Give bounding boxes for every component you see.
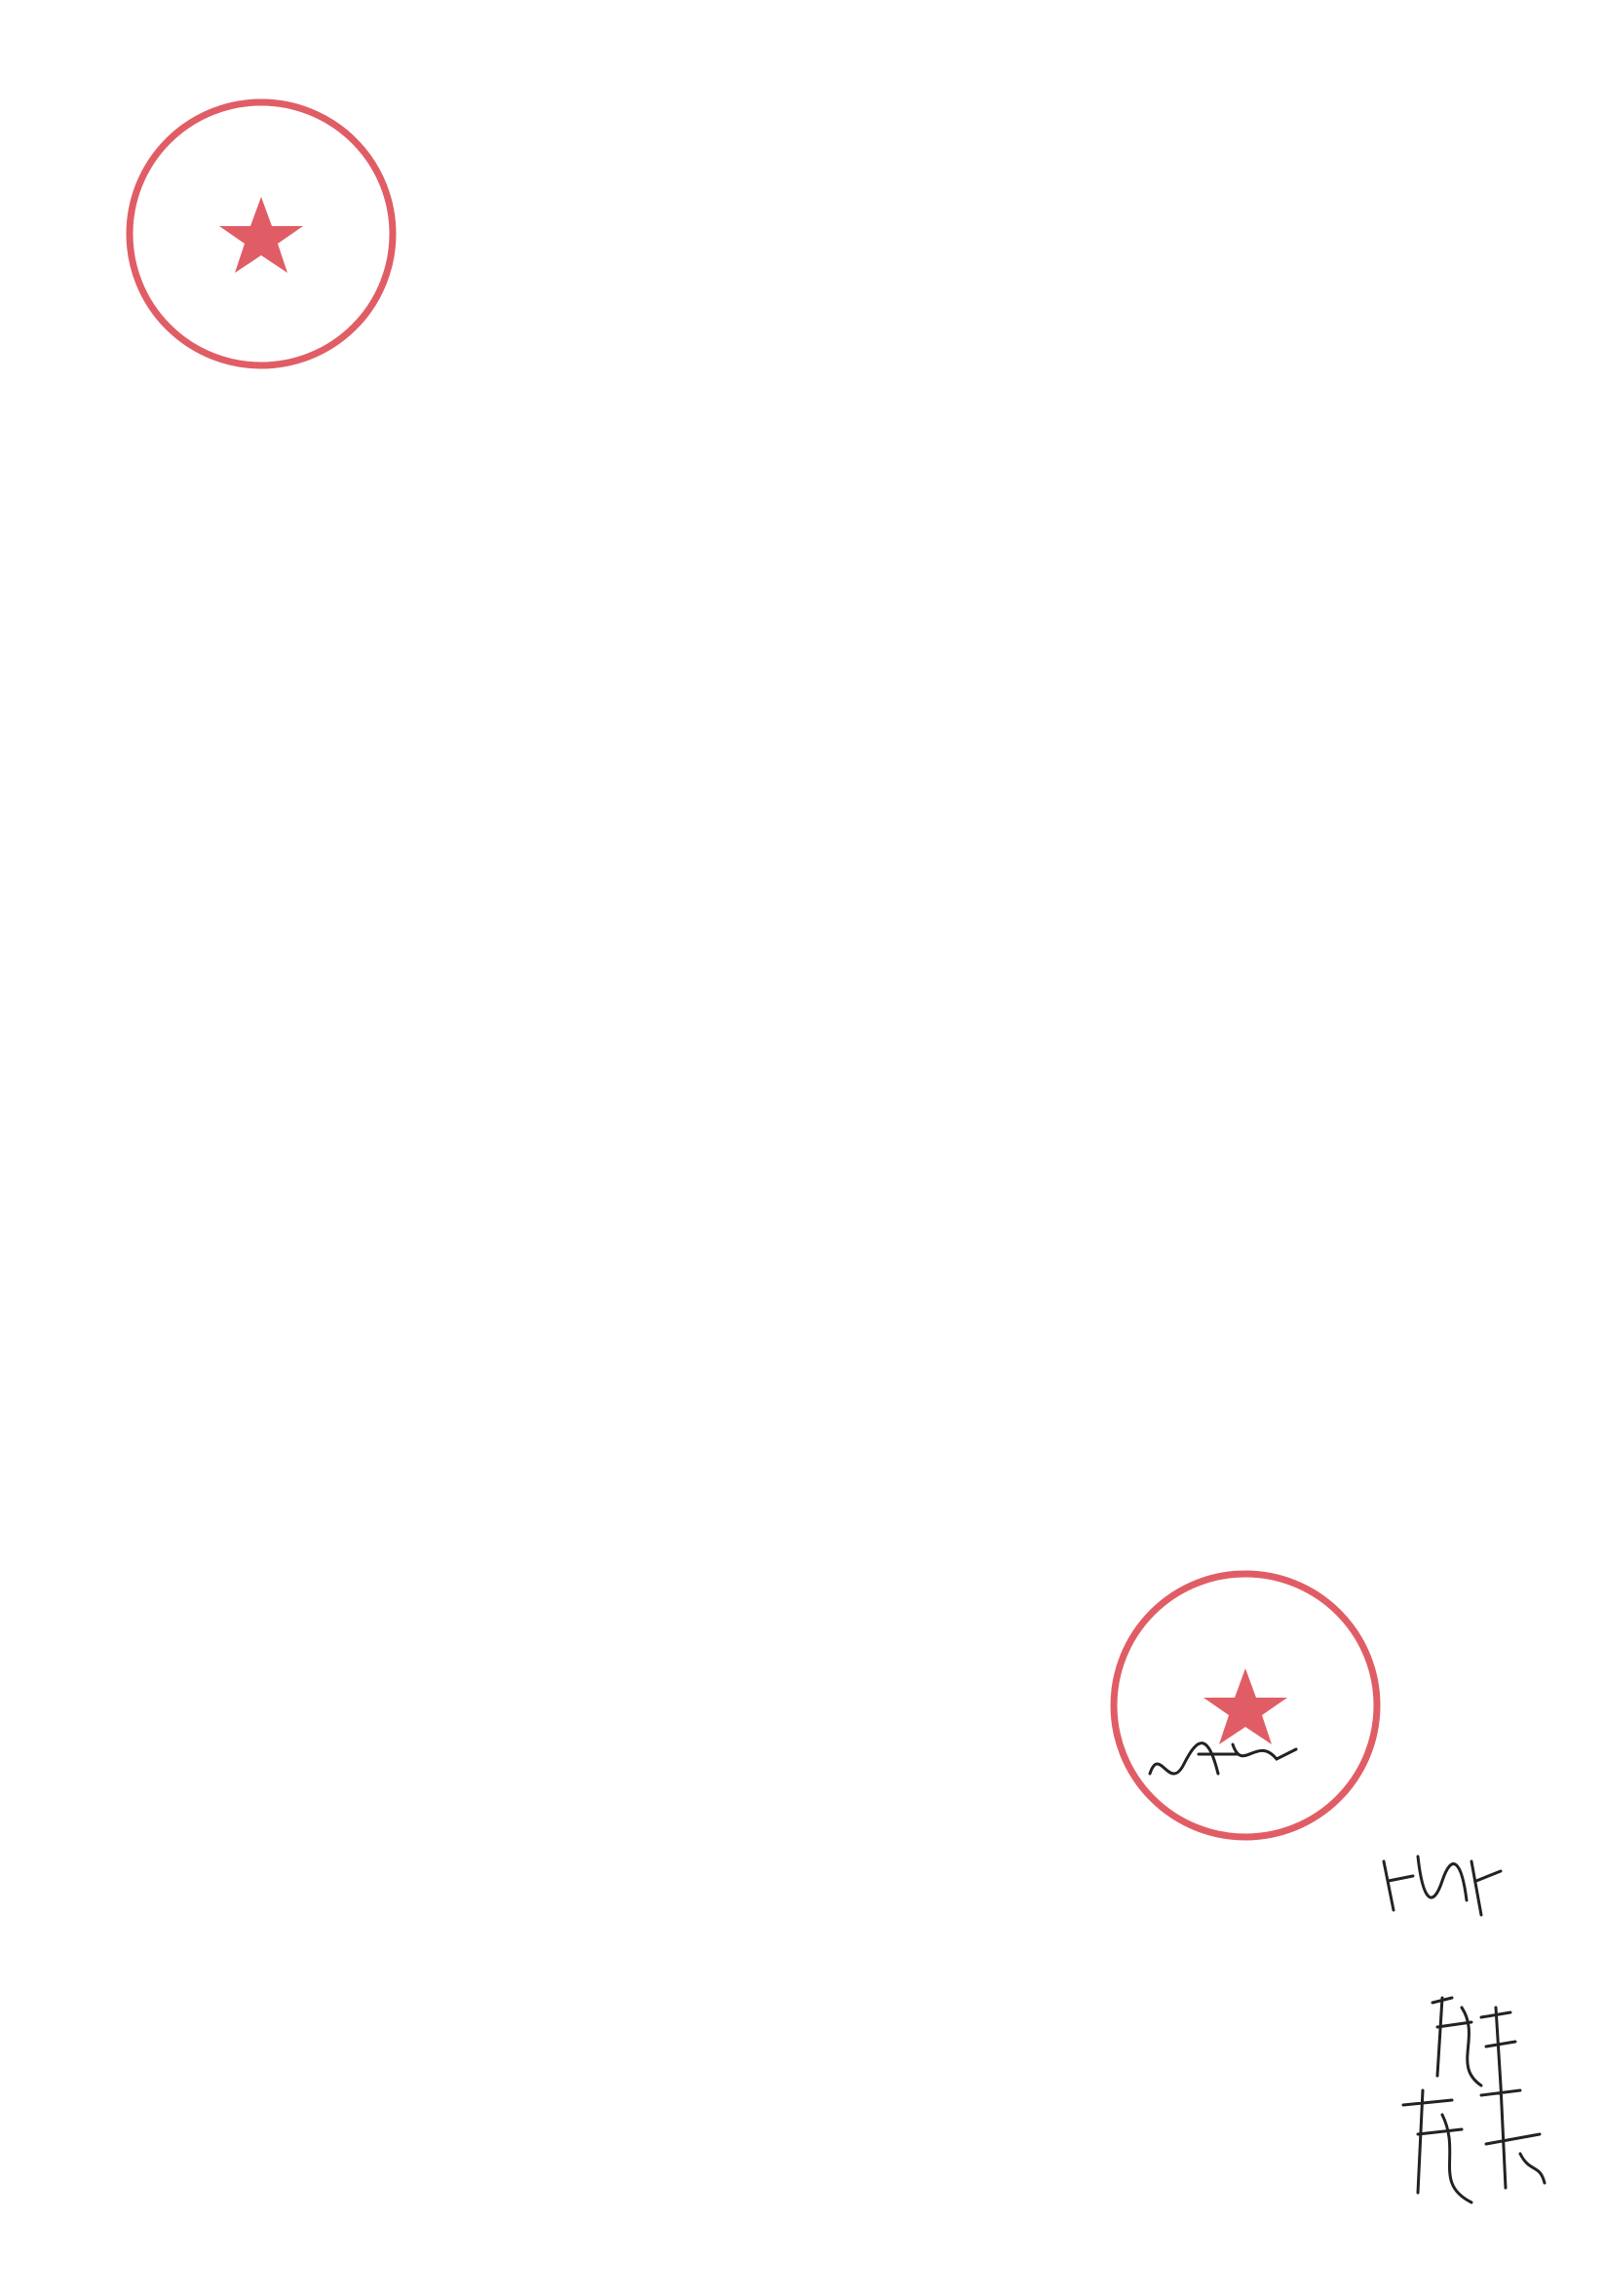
cooperative-seal-stamp (115, 88, 407, 380)
supervision-committee-seal-stamp (1099, 1559, 1392, 1852)
currency-unit (1532, 131, 1536, 152)
signature-2 (1374, 1842, 1510, 1930)
signature-3 (1413, 1988, 1530, 2105)
signature-4 (1394, 2076, 1549, 2212)
signature-1 (1140, 1715, 1306, 1813)
